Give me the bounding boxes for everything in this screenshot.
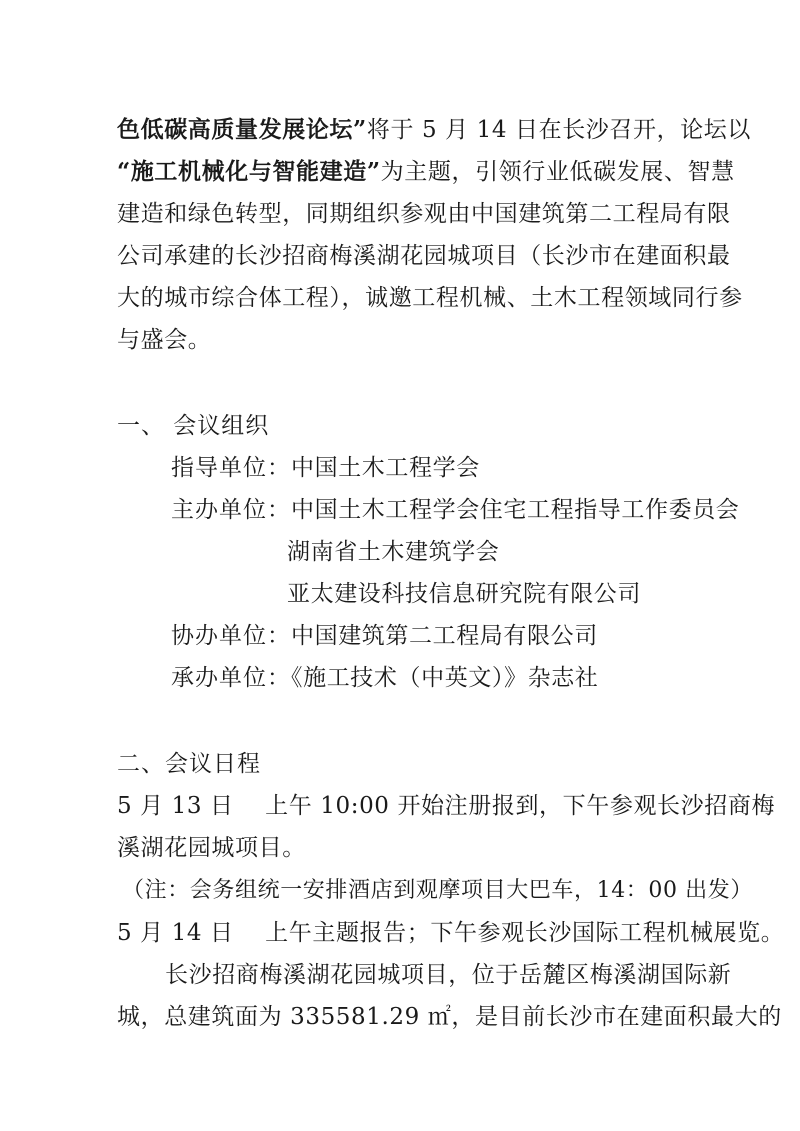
schedule-day1-line-1: 5 月 13 日 上午 10:00 开始注册报到，下午参观长沙招商梅 [117,793,776,819]
intro-line-2 [117,157,735,187]
host-unit-value-1: 中国土木工程学会住宅工程指导工作委员会 [291,497,740,523]
host-unit-label: 主办单位： [171,497,291,523]
organizer-value: 《施工技术（中英文）》杂志社 [291,665,599,691]
project-line-2: 城，总建筑面为 335581.29 ㎡，是目前长沙市在建面积最大的 [117,1004,782,1030]
guide-unit-label: 指导单位： [171,455,291,481]
organizer-label: 承办单位： [171,665,291,691]
project-line-1: 长沙招商梅溪湖花园城项目，位于岳麓区梅溪湖国际新 [165,962,732,988]
co-organizer-row [171,621,598,651]
co-organizer-value: 中国建筑第二工程局有限公司 [291,623,598,649]
section-heading-schedule: 二、会议日程 [117,751,261,777]
host-unit-value-3: 亚太建设科技信息研究院有限公司 [287,581,641,607]
schedule-day2: 5 月 14 日 上午主题报告；下午参观长沙国际工程机械展览。 [117,920,785,946]
organizer-row [171,663,598,693]
host-unit-value-2: 湖南省土木建筑学会 [287,539,500,565]
schedule-note: （注：会务组统一安排酒店到观摩项目大巴车，14：00 出发） [122,878,753,903]
host-unit-row [171,495,739,525]
intro-line-1-text: 将于 5 月 14 日在长沙召开，论坛以 [366,117,751,143]
forum-name-tail: 色低碳高质量发展论坛” [117,116,367,143]
guide-unit-row [171,453,480,483]
co-organizer-label: 协办单位： [171,623,291,649]
forum-theme: “施工机械化与智能建造” [117,158,381,185]
intro-line-1 [117,115,751,145]
schedule-day1-line-2: 溪湖花园城项目。 [117,835,306,861]
intro-line-5: 大的城市综合体工程），诚邀工程机械、土木工程领域同行参 [117,285,743,311]
intro-line-4: 公司承建的长沙招商梅溪湖花园城项目（长沙市在建面积最 [117,243,731,269]
intro-line-2-text: 为主题，引领行业低碳发展、智慧 [380,159,735,185]
guide-unit-value: 中国土木工程学会 [291,455,480,481]
intro-line-3: 建造和绿色转型，同期组织参观由中国建筑第二工程局有限 [117,201,731,227]
section-heading-organization: 一、 会议组织 [117,413,270,439]
intro-line-6: 与盛会。 [117,327,212,353]
